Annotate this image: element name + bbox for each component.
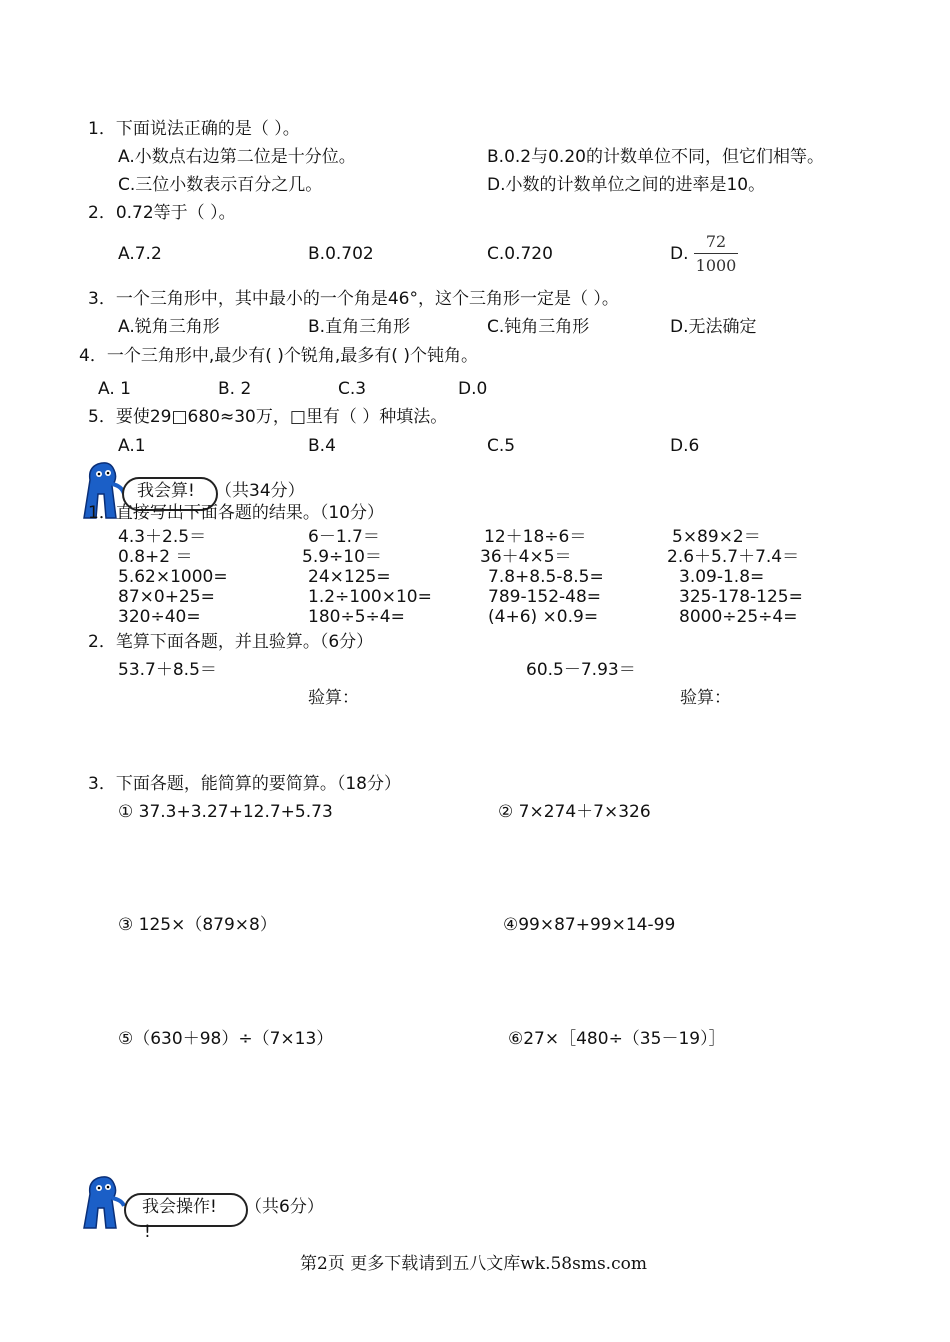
mental-math-item: 36＋4×5＝ [480,547,572,567]
q4-option-a: A. 1 [98,379,131,399]
fraction-numerator: 72 [705,232,727,251]
q3-stem: 3．一个三角形中，其中最小的一个角是46°，这个三角形一定是（ ）。 [88,289,619,309]
q1-stem: 1．下面说法正确的是（ ）。 [88,119,300,139]
fraction-bar [694,253,738,254]
mental-math-item: 0.8+2 ＝ [118,547,193,567]
simplify-problem-4: ④99×87+99×14-99 [503,915,676,935]
q1-option-a: A.小数点右边第二位是十分位。 [118,147,356,167]
mental-math-item: 1.2÷100×10= [308,587,432,607]
q2-option-d-fraction [694,234,738,274]
mental-math-item: 320÷40= [118,607,201,627]
simplify-problem-3: ③ 125×（879×8） [118,915,277,935]
calc-section-bubble-label: 我会算! [137,481,195,501]
mental-math-item: 4.3＋2.5＝ [118,527,207,547]
q4-option-b: B. 2 [218,379,252,399]
q5-option-a: A.1 [118,436,146,456]
q1-option-c: C.三位小数表示百分之几。 [118,175,323,195]
q5-option-d: D.6 [670,436,700,456]
q5-option-c: C.5 [487,436,516,456]
q2-stem: 2．0.72等于（ ）。 [88,203,236,223]
mental-math-item: 3.09-1.8= [679,567,765,587]
page-footer: 第2页 更多下载请到五八文库wk.58sms.com [300,1254,647,1274]
simplify-problem-5: ⑤（630＋98）÷（7×13） [118,1029,334,1049]
calc-q3-title: 3．下面各题，能简算的要简算。（18分） [88,774,401,794]
q4-stem: 4．一个三角形中,最少有( )个锐角,最多有( )个钝角。 [79,346,478,366]
mental-math-item: 5×89×2＝ [672,527,761,547]
q3-option-b: B.直角三角形 [308,317,411,337]
mental-math-item: 325-178-125= [679,587,803,607]
calc-q2-check-left: 验算： [308,688,359,708]
mental-math-item: 6－1.7＝ [308,527,380,547]
q1-option-d: D.小数的计数单位之间的进率是10。 [487,175,766,195]
calc-q2-left-problem: 53.7＋8.5＝ [118,660,217,680]
mental-math-item: 2.6＋5.7＋7.4＝ [667,547,800,567]
mental-math-item: 7.8+8.5-8.5= [488,567,604,587]
q3-option-a: A.锐角三角形 [118,317,220,337]
operate-section-mark: ! [144,1222,151,1242]
q4-option-c: C.3 [338,379,367,399]
q5-option-b: B.4 [308,436,336,456]
mental-math-item: 180÷5÷4= [308,607,405,627]
mental-math-item: 5.62×1000= [118,567,228,587]
q2-option-b: B.0.702 [308,244,374,264]
calc-q2-right-problem: 60.5－7.93＝ [526,660,636,680]
mascot-icon [74,1174,126,1230]
q2-option-c: C.0.720 [487,244,553,264]
fraction-denominator: 1000 [695,256,737,275]
q2-option-d: D. [670,244,689,264]
q5-stem: 5．要使29□680≈30万，□里有（ ）种填法。 [88,407,448,427]
operate-section-points: （共6分） [245,1197,324,1217]
operate-section-bubble-label: 我会操作! [142,1197,217,1217]
mental-math-item: 12＋18÷6＝ [484,527,587,547]
calc-q2-check-right: 验算： [680,688,731,708]
calc-q1-title: 1．直接写出下面各题的结果。（10分） [88,503,384,523]
mental-math-item: 8000÷25÷4= [679,607,798,627]
calc-section-points: （共34分） [215,481,305,501]
q2-option-a: A.7.2 [118,244,162,264]
q3-option-c: C.钝角三角形 [487,317,590,337]
simplify-problem-2: ② 7×274＋7×326 [498,802,651,822]
mental-math-item: 5.9÷10＝ [302,547,382,567]
q4-option-d: D.0 [458,379,488,399]
simplify-problem-6: ⑥27×［480÷（35－19）］ [508,1029,726,1049]
q3-option-d: D.无法确定 [670,317,757,337]
calc-q2-title: 2．笔算下面各题，并且验算。（6分） [88,632,374,652]
q1-option-b: B.0.2与0.20的计数单位不同，但它们相等。 [487,147,824,167]
mental-math-item: 24×125= [308,567,391,587]
mental-math-item: 789-152-48= [488,587,602,607]
simplify-problem-1: ① 37.3+3.27+12.7+5.73 [118,802,333,822]
mental-math-item: (4+6) ×0.9= [488,607,599,627]
mental-math-item: 87×0+25= [118,587,215,607]
